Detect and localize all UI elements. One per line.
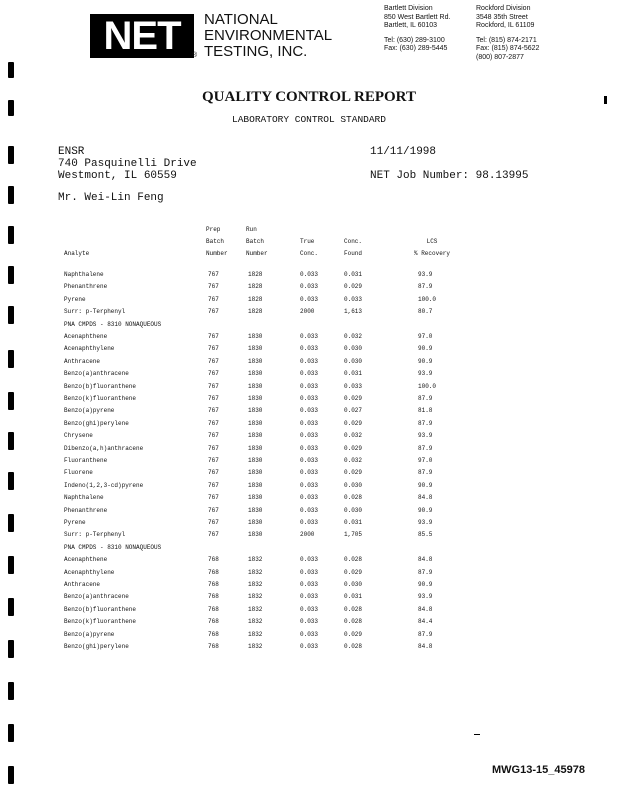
conc-found-cell: 0.030 [344, 481, 363, 489]
recovery-cell: 100.0 [418, 295, 437, 303]
table-row [0, 566, 618, 579]
table-row [0, 367, 618, 380]
recovery-cell: 93.9 [418, 519, 433, 526]
analyte-cell: Dibenzo(a,h)anthracene [64, 444, 144, 452]
run-batch-cell: 1828 [248, 308, 263, 316]
table-row [0, 442, 618, 455]
conc-found-cell: 0.027 [344, 407, 363, 415]
analyte-cell: Benzo(a)pyrene [64, 407, 115, 415]
registered-mark: ® [192, 52, 198, 59]
table-row [0, 454, 618, 467]
true-conc-cell: 0.033 [300, 593, 319, 601]
recovery-cell: 100.0 [418, 382, 437, 390]
recovery-cell: 87.9 [418, 444, 433, 452]
prep-batch-cell: 767 [208, 457, 219, 464]
prep-batch-cell: 767 [208, 283, 219, 291]
true-conc-cell: 0.033 [300, 345, 319, 353]
recovery-cell: 84.8 [418, 643, 433, 650]
analyte-cell: Fluorene [64, 469, 93, 477]
analyte-cell: Benzo(b)fluoranthene [64, 605, 137, 613]
conc-found-cell: 0.030 [344, 581, 363, 588]
conc-found-cell: 0.030 [344, 345, 363, 353]
analyte-cell: PNA CMPDS - 8310 NONAQUEOUS [64, 543, 162, 551]
prep-batch-cell: 767 [208, 432, 219, 440]
recovery-cell: 87.9 [418, 469, 433, 477]
true-conc-cell: 0.033 [300, 494, 319, 502]
table-row [0, 516, 618, 529]
prep-batch-cell: 767 [208, 494, 219, 502]
analyte-cell: Naphthalene [64, 494, 104, 502]
prep-batch-cell: 767 [208, 308, 219, 316]
analyte-cell: Anthracene [64, 357, 101, 365]
punch-mark [8, 62, 14, 78]
prep-batch-cell: 767 [208, 506, 219, 514]
table-row [0, 504, 618, 517]
run-batch-cell: 1830 [248, 494, 263, 502]
analyte-cell: Pyrene [64, 295, 86, 303]
conc-found-cell: 0.028 [344, 556, 363, 564]
conc-found-cell: 0.032 [344, 333, 363, 340]
run-batch-cell: 1830 [248, 370, 263, 378]
table-row [0, 541, 618, 554]
table-row [0, 318, 618, 331]
conc-found-cell: 0.032 [344, 457, 363, 464]
table-row [0, 466, 618, 479]
recovery-cell: 84.4 [418, 618, 433, 626]
conc-found-cell: 0.028 [344, 643, 363, 650]
table-row [0, 330, 618, 343]
recovery-cell: 93.9 [418, 432, 433, 440]
header-conc-found: Conc. Found [344, 238, 363, 257]
analyte-cell: Phenanthrene [64, 283, 108, 291]
prep-batch-cell: 767 [208, 481, 219, 489]
conc-found-cell: 0.031 [344, 271, 363, 278]
run-batch-cell: 1830 [248, 469, 263, 477]
run-batch-cell: 1832 [248, 618, 263, 626]
analyte-cell: Acenaphthene [64, 333, 108, 340]
true-conc-cell: 0.033 [300, 568, 319, 576]
table-row [0, 528, 618, 541]
analyte-cell: Benzo(a)anthracene [64, 593, 129, 601]
true-conc-cell: 0.033 [300, 506, 319, 514]
recovery-cell: 84.8 [418, 494, 433, 502]
analyte-cell: Phenanthrene [64, 506, 108, 514]
prep-batch-cell: 768 [208, 556, 219, 564]
recovery-cell: 87.9 [418, 283, 433, 291]
prep-batch-cell: 767 [208, 333, 219, 340]
punch-mark [8, 226, 14, 244]
table-row [0, 603, 618, 616]
true-conc-cell: 0.033 [300, 444, 319, 452]
true-conc-cell: 0.033 [300, 643, 319, 650]
recovery-cell: 90.9 [418, 345, 433, 353]
analyte-cell: Anthracene [64, 581, 101, 588]
run-batch-cell: 1830 [248, 531, 263, 539]
recovery-cell: 90.9 [418, 581, 433, 588]
prep-batch-cell: 767 [208, 271, 219, 278]
recovery-cell: 97.0 [418, 457, 433, 464]
job-number: NET Job Number: 98.13995 [370, 170, 529, 182]
table-row [0, 479, 618, 492]
header-lcs-recovery: LCS % Recovery [414, 238, 451, 257]
analyte-cell: Acenaphthylene [64, 345, 115, 353]
table-row [0, 355, 618, 368]
run-batch-cell: 1830 [248, 519, 263, 526]
analyte-cell: Acenaphthylene [64, 568, 115, 576]
recovery-cell: 87.9 [418, 395, 433, 402]
prep-batch-cell: 768 [208, 593, 219, 601]
analyte-cell: Benzo(k)fluoranthene [64, 395, 137, 402]
true-conc-cell: 0.033 [300, 407, 319, 415]
report-date: 11/11/1998 [370, 146, 437, 158]
table-row [0, 268, 618, 281]
table-row [0, 293, 618, 306]
table-row [0, 491, 618, 504]
run-batch-cell: 1828 [248, 271, 263, 278]
analyte-cell: Acenaphthene [64, 556, 108, 564]
true-conc-cell: 0.033 [300, 481, 319, 489]
attention-line: Mr. Wei-Lin Feng [58, 192, 164, 204]
conc-found-cell: 0.033 [344, 382, 363, 390]
true-conc-cell: 0.033 [300, 382, 319, 390]
run-batch-cell: 1832 [248, 568, 263, 576]
recovery-cell: 84.8 [418, 556, 433, 564]
conc-found-cell: 0.028 [344, 494, 363, 502]
analyte-cell: Surr: p-Terphenyl [64, 531, 126, 539]
run-batch-cell: 1832 [248, 581, 263, 588]
run-batch-cell: 1830 [248, 457, 263, 464]
table-row [0, 342, 618, 355]
table-row [0, 392, 618, 405]
true-conc-cell: 0.033 [300, 271, 319, 278]
analyte-cell: Benzo(a)anthracene [64, 370, 129, 378]
table-row [0, 590, 618, 603]
analyte-cell: Indeno(1,2,3-cd)pyrene [64, 481, 144, 489]
recovery-cell: 97.0 [418, 333, 433, 340]
conc-found-cell: 0.029 [344, 283, 363, 291]
table-row [0, 628, 618, 641]
analyte-cell: Benzo(ghi)perylene [64, 419, 129, 427]
table-row [0, 640, 618, 653]
true-conc-cell: 0.033 [300, 295, 319, 303]
table-row [0, 280, 618, 293]
bartlett-division-address: Bartlett Division 850 West Bartlett Rd. Bartlett, IL 60103 Tel: (630) 289-3100 Fax: (630) 289-5445 [384, 5, 451, 52]
analyte-cell: Naphthalene [64, 271, 104, 278]
true-conc-cell: 0.033 [300, 419, 319, 427]
table-row [0, 578, 618, 591]
company-name: NATIONAL ENVIRONMENTAL TESTING, INC. [204, 11, 333, 60]
conc-found-cell: 0.028 [344, 605, 363, 613]
conc-found-cell: 1,613 [344, 308, 363, 316]
run-batch-cell: 1830 [248, 333, 263, 340]
recovery-cell: 93.9 [418, 271, 433, 278]
run-batch-cell: 1832 [248, 556, 263, 564]
prep-batch-cell: 768 [208, 568, 219, 576]
true-conc-cell: 0.033 [300, 605, 319, 613]
conc-found-cell: 0.028 [344, 618, 363, 626]
run-batch-cell: 1830 [248, 345, 263, 353]
prep-batch-cell: 768 [208, 605, 219, 613]
conc-found-cell: 0.032 [344, 432, 363, 440]
recovery-cell: 84.8 [418, 605, 433, 613]
run-batch-cell: 1830 [248, 395, 263, 402]
prep-batch-cell: 768 [208, 618, 219, 626]
recovery-cell: 93.9 [418, 370, 433, 378]
table-row [0, 380, 618, 393]
true-conc-cell: 2000 [300, 531, 315, 539]
recovery-cell: 90.9 [418, 481, 433, 489]
conc-found-cell: 0.031 [344, 370, 363, 378]
report-subtitle: LABORATORY CONTROL STANDARD [232, 114, 386, 125]
prep-batch-cell: 767 [208, 357, 219, 365]
run-batch-cell: 1832 [248, 593, 263, 601]
run-batch-cell: 1828 [248, 283, 263, 291]
run-batch-cell: 1830 [248, 419, 263, 427]
header-prep-batch: Prep Batch Number [206, 226, 228, 257]
prep-batch-cell: 767 [208, 382, 219, 390]
table-row [0, 553, 618, 566]
punch-mark [8, 146, 14, 164]
recovery-cell: 93.9 [418, 593, 433, 601]
conc-found-cell: 0.031 [344, 593, 363, 601]
prep-batch-cell: 767 [208, 519, 219, 526]
analyte-cell: PNA CMPDS - 8310 NONAQUEOUS [64, 320, 162, 328]
prep-batch-cell: 767 [208, 444, 219, 452]
document-id: MWG13-15_45978 [492, 764, 585, 776]
prep-batch-cell: 767 [208, 531, 219, 539]
run-batch-cell: 1830 [248, 506, 263, 514]
recovery-cell: 87.9 [418, 630, 433, 638]
true-conc-cell: 0.033 [300, 283, 319, 291]
run-batch-cell: 1830 [248, 407, 263, 415]
run-batch-cell: 1832 [248, 643, 263, 650]
punch-mark [8, 682, 14, 700]
footer-mark [474, 734, 480, 735]
prep-batch-cell: 767 [208, 395, 219, 402]
recovery-cell: 80.7 [418, 308, 433, 316]
true-conc-cell: 2000 [300, 308, 315, 316]
conc-found-cell: 0.031 [344, 519, 363, 526]
true-conc-cell: 0.033 [300, 357, 319, 365]
analyte-cell: Pyrene [64, 519, 86, 526]
prep-batch-cell: 767 [208, 345, 219, 353]
analyte-cell: Benzo(a)pyrene [64, 630, 115, 638]
rockford-division-address: Rockford Division 3548 35th Street Rockford, IL 61109 Tel: (815) 874-2171 Fax: (815) 874-5622 (800) 807-2877 [476, 5, 540, 61]
conc-found-cell: 0.033 [344, 295, 363, 303]
table-row [0, 417, 618, 430]
true-conc-cell: 0.033 [300, 630, 319, 638]
run-batch-cell: 1830 [248, 382, 263, 390]
conc-found-cell: 0.029 [344, 630, 363, 638]
punch-mark [8, 724, 14, 742]
punch-mark [8, 766, 14, 784]
true-conc-cell: 0.033 [300, 519, 319, 526]
table-row [0, 404, 618, 417]
conc-found-cell: 0.029 [344, 419, 363, 427]
true-conc-cell: 0.033 [300, 618, 319, 626]
recovery-cell: 87.9 [418, 419, 433, 427]
prep-batch-cell: 768 [208, 630, 219, 638]
run-batch-cell: 1828 [248, 295, 263, 303]
prep-batch-cell: 767 [208, 370, 219, 378]
analyte-cell: Benzo(b)fluoranthene [64, 382, 137, 390]
table-row [0, 429, 618, 442]
true-conc-cell: 0.033 [300, 469, 319, 477]
table-row [0, 305, 618, 318]
run-batch-cell: 1830 [248, 432, 263, 440]
analyte-cell: Surr: p-Terphenyl [64, 308, 126, 316]
recovery-cell: 81.8 [418, 407, 433, 415]
recovery-cell: 85.5 [418, 531, 433, 539]
true-conc-cell: 0.033 [300, 395, 319, 402]
run-batch-cell: 1830 [248, 481, 263, 489]
conc-found-cell: 1,705 [344, 531, 363, 539]
conc-found-cell: 0.029 [344, 444, 363, 452]
run-batch-cell: 1830 [248, 444, 263, 452]
prep-batch-cell: 767 [208, 407, 219, 415]
conc-found-cell: 0.030 [344, 357, 363, 365]
conc-found-cell: 0.029 [344, 568, 363, 576]
analyte-cell: Fluoranthene [64, 457, 108, 464]
recovery-cell: 87.9 [418, 568, 433, 576]
run-batch-cell: 1830 [248, 357, 263, 365]
conc-found-cell: 0.030 [344, 506, 363, 514]
true-conc-cell: 0.033 [300, 432, 319, 440]
analyte-cell: Benzo(ghi)perylene [64, 643, 129, 650]
header-true-conc: True Conc. [300, 238, 319, 257]
recovery-cell: 90.9 [418, 357, 433, 365]
header-run-batch: Run Batch Number [246, 226, 268, 257]
conc-found-cell: 0.029 [344, 469, 363, 477]
conc-found-cell: 0.029 [344, 395, 363, 402]
true-conc-cell: 0.033 [300, 333, 319, 340]
true-conc-cell: 0.033 [300, 370, 319, 378]
report-title: QUALITY CONTROL REPORT [202, 89, 416, 105]
prep-batch-cell: 768 [208, 581, 219, 588]
run-batch-cell: 1832 [248, 605, 263, 613]
prep-batch-cell: 767 [208, 469, 219, 477]
prep-batch-cell: 768 [208, 643, 219, 650]
punch-mark [8, 186, 14, 204]
header-analyte: Analyte [64, 250, 90, 257]
net-logo: NET [90, 14, 194, 58]
client-address: ENSR 740 Pasquinelli Drive Westmont, IL 60559 [58, 146, 197, 182]
prep-batch-cell: 767 [208, 419, 219, 427]
run-batch-cell: 1832 [248, 630, 263, 638]
analyte-cell: Chrysene [64, 432, 93, 440]
table-row [0, 615, 618, 628]
analyte-cell: Benzo(k)fluoranthene [64, 618, 137, 626]
prep-batch-cell: 767 [208, 295, 219, 303]
true-conc-cell: 0.033 [300, 457, 319, 464]
recovery-cell: 90.9 [418, 506, 433, 514]
true-conc-cell: 0.033 [300, 556, 319, 564]
true-conc-cell: 0.033 [300, 581, 319, 588]
